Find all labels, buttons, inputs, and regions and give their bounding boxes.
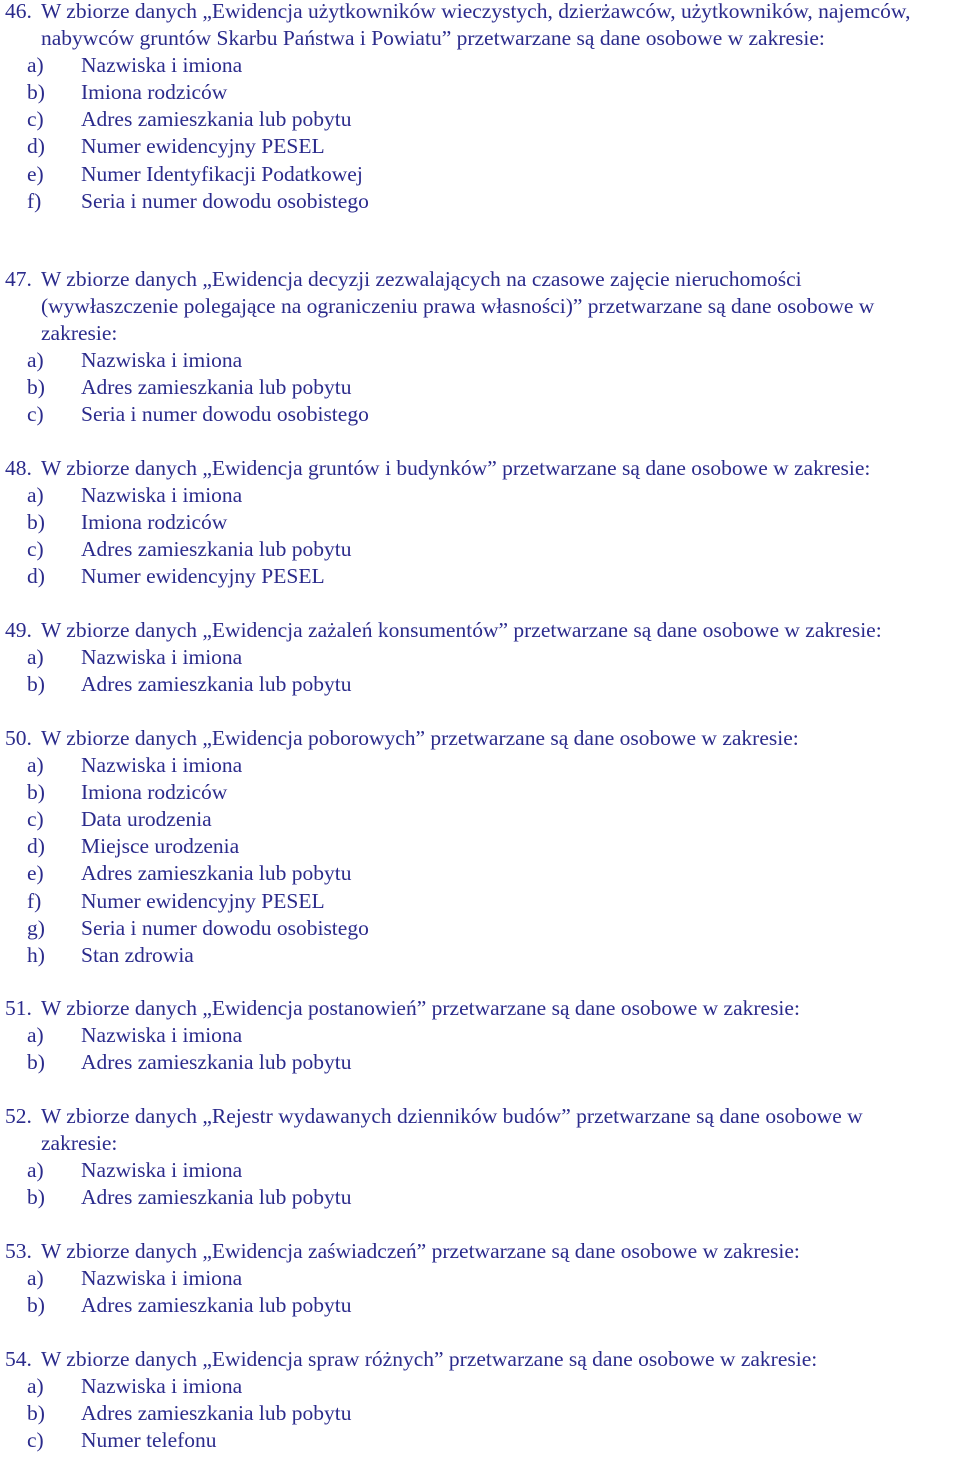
item-text: Numer ewidencyjny PESEL	[81, 134, 325, 159]
section-number: 54.	[5, 1347, 32, 1371]
item-text: Adres zamieszkania lub pobytu	[81, 1050, 352, 1075]
item-text: Nazwiska i imiona	[81, 53, 243, 78]
item-text: Nazwiska i imiona	[81, 483, 243, 508]
section-53	[0, 1238, 960, 1319]
data-scope-list	[0, 347, 960, 428]
item-text: Imiona rodziców	[81, 80, 228, 105]
list-item	[0, 347, 960, 374]
item-letter: a)	[27, 753, 44, 778]
section-48	[0, 455, 960, 590]
item-text: Numer Identyfikacji Podatkowej	[81, 161, 363, 186]
item-letter: b)	[27, 510, 45, 535]
section-heading-text: W zbiorze danych „Rejestr wydawanych dzienników budów” przetwarzane są dane osobowe w zakresie:	[41, 1104, 863, 1156]
list-item	[0, 374, 960, 401]
section-heading-text: W zbiorze danych „Ewidencja zaświadczeń” przetwarzane są dane osobowe w zakresie:	[41, 1239, 800, 1263]
item-letter: a)	[27, 645, 44, 670]
item-text: Numer ewidencyjny PESEL	[81, 888, 325, 913]
item-letter: c)	[27, 402, 44, 427]
item-letter: a)	[27, 1266, 44, 1291]
section-number: 46.	[5, 0, 32, 23]
section-47	[0, 266, 960, 429]
list-item	[0, 106, 960, 133]
section-number: 49.	[5, 618, 32, 642]
section-heading-text: W zbiorze danych „Ewidencja postanowień” przetwarzane są dane osobowe w zakresie:	[41, 996, 800, 1020]
item-text: Seria i numer dowodu osobistego	[81, 188, 369, 213]
list-item	[0, 133, 960, 160]
item-letter: e)	[27, 861, 44, 886]
list-item	[0, 752, 960, 779]
list-item	[0, 1427, 960, 1454]
section-heading	[0, 1103, 919, 1157]
item-letter: c)	[27, 107, 44, 132]
item-letter: b)	[27, 1050, 45, 1075]
item-text: Seria i numer dowodu osobistego	[81, 915, 369, 940]
list-item	[0, 563, 960, 590]
data-scope-list	[0, 752, 960, 969]
item-text: Imiona rodziców	[81, 780, 228, 805]
item-letter: b)	[27, 80, 45, 105]
item-letter: g)	[27, 915, 45, 940]
item-letter: c)	[27, 537, 44, 562]
item-letter: b)	[27, 1293, 45, 1318]
section-52	[0, 1103, 960, 1211]
list-item	[0, 644, 960, 671]
item-text: Nazwiska i imiona	[81, 348, 243, 373]
section-heading-text: W zbiorze danych „Ewidencja użytkowników wieczystych, dzierżawców, użytkowników, najemców, nabywców gruntów Skarbu Państwa i Powiatu” przetwarzane są dane osobowe w zakresie:	[41, 0, 911, 51]
list-item	[0, 833, 960, 860]
list-item	[0, 1157, 960, 1184]
item-text: Adres zamieszkania lub pobytu	[81, 375, 352, 400]
item-letter: c)	[27, 807, 44, 832]
item-letter: c)	[27, 1428, 44, 1453]
list-item	[0, 509, 960, 536]
item-letter: f)	[27, 188, 42, 213]
section-number: 51.	[5, 996, 32, 1020]
item-text: Adres zamieszkania lub pobytu	[81, 107, 352, 132]
section-heading	[0, 266, 919, 347]
section-heading	[0, 1346, 919, 1373]
section-heading	[0, 995, 919, 1022]
list-item	[0, 860, 960, 887]
list-item	[0, 79, 960, 106]
item-text: Nazwiska i imiona	[81, 753, 243, 778]
item-letter: b)	[27, 780, 45, 805]
list-item	[0, 536, 960, 563]
item-letter: a)	[27, 1374, 44, 1399]
list-item	[0, 942, 960, 969]
item-letter: a)	[27, 53, 44, 78]
section-46	[0, 0, 960, 215]
data-scope-list	[0, 482, 960, 590]
section-heading-text: W zbiorze danych „Ewidencja decyzji zezwalających na czasowe zajęcie nieruchomości (wywłaszczenie polegające na ograniczeniu prawa własności)” przetwarzane są dane osobowe w zakresie:	[41, 267, 875, 346]
section-heading	[0, 0, 919, 52]
list-item	[0, 401, 960, 428]
item-text: Miejsce urodzenia	[81, 834, 240, 859]
data-scope-list	[0, 52, 960, 215]
data-scope-list	[0, 644, 960, 698]
list-item	[0, 482, 960, 509]
item-letter: d)	[27, 564, 45, 589]
item-letter: b)	[27, 1401, 45, 1426]
list-item	[0, 915, 960, 942]
section-number: 52.	[5, 1104, 32, 1128]
item-letter: h)	[27, 942, 45, 967]
section-heading-text: W zbiorze danych „Ewidencja spraw różnych” przetwarzane są dane osobowe w zakresie:	[41, 1347, 818, 1371]
item-text: Nazwiska i imiona	[81, 645, 243, 670]
list-item	[0, 1265, 960, 1292]
list-item	[0, 1373, 960, 1400]
item-text: Adres zamieszkania lub pobytu	[81, 672, 352, 697]
item-text: Numer ewidencyjny PESEL	[81, 564, 325, 589]
item-text: Adres zamieszkania lub pobytu	[81, 1401, 352, 1426]
list-item	[0, 1184, 960, 1211]
section-54	[0, 1346, 960, 1454]
section-49	[0, 617, 960, 698]
section-heading	[0, 455, 919, 482]
item-letter: b)	[27, 672, 45, 697]
item-letter: d)	[27, 134, 45, 159]
list-item	[0, 806, 960, 833]
item-letter: a)	[27, 1158, 44, 1183]
item-letter: a)	[27, 348, 44, 373]
data-scope-list	[0, 1157, 960, 1211]
data-scope-list	[0, 1022, 960, 1076]
list-item	[0, 1022, 960, 1049]
item-letter: b)	[27, 375, 45, 400]
item-text: Adres zamieszkania lub pobytu	[81, 537, 352, 562]
section-number: 48.	[5, 456, 32, 480]
item-text: Adres zamieszkania lub pobytu	[81, 1293, 352, 1318]
section-heading	[0, 617, 919, 644]
list-item	[0, 779, 960, 806]
list-item	[0, 888, 960, 915]
item-letter: b)	[27, 1185, 45, 1210]
item-text: Stan zdrowia	[81, 942, 194, 967]
item-text: Adres zamieszkania lub pobytu	[81, 1185, 352, 1210]
list-item	[0, 52, 960, 79]
item-text: Nazwiska i imiona	[81, 1266, 243, 1291]
item-text: Nazwiska i imiona	[81, 1158, 243, 1183]
section-51	[0, 995, 960, 1076]
list-item	[0, 1400, 960, 1427]
item-letter: e)	[27, 161, 44, 186]
item-text: Nazwiska i imiona	[81, 1023, 243, 1048]
data-scope-list	[0, 1373, 960, 1454]
item-text: Numer telefonu	[81, 1428, 217, 1453]
item-text: Data urodzenia	[81, 807, 212, 832]
section-number: 47.	[5, 267, 32, 291]
list-item	[0, 671, 960, 698]
list-item	[0, 1292, 960, 1319]
list-item	[0, 188, 960, 215]
item-letter: d)	[27, 834, 45, 859]
item-text: Adres zamieszkania lub pobytu	[81, 861, 352, 886]
list-item	[0, 161, 960, 188]
section-heading-text: W zbiorze danych „Ewidencja zażaleń konsumentów” przetwarzane są dane osobowe w zakresie:	[41, 618, 882, 642]
list-item	[0, 1049, 960, 1076]
item-text: Seria i numer dowodu osobistego	[81, 402, 369, 427]
section-number: 53.	[5, 1239, 32, 1263]
item-letter: a)	[27, 483, 44, 508]
section-50	[0, 725, 960, 969]
section-heading-text: W zbiorze danych „Ewidencja poborowych” przetwarzane są dane osobowe w zakresie:	[41, 726, 799, 750]
section-number: 50.	[5, 726, 32, 750]
item-text: Nazwiska i imiona	[81, 1374, 243, 1399]
item-text: Imiona rodziców	[81, 510, 228, 535]
item-letter: a)	[27, 1023, 44, 1048]
section-heading	[0, 725, 919, 752]
section-heading	[0, 1238, 919, 1265]
section-heading-text: W zbiorze danych „Ewidencja gruntów i budynków” przetwarzane są dane osobowe w zakresie:	[41, 456, 871, 480]
data-scope-list	[0, 1265, 960, 1319]
item-letter: f)	[27, 888, 42, 913]
